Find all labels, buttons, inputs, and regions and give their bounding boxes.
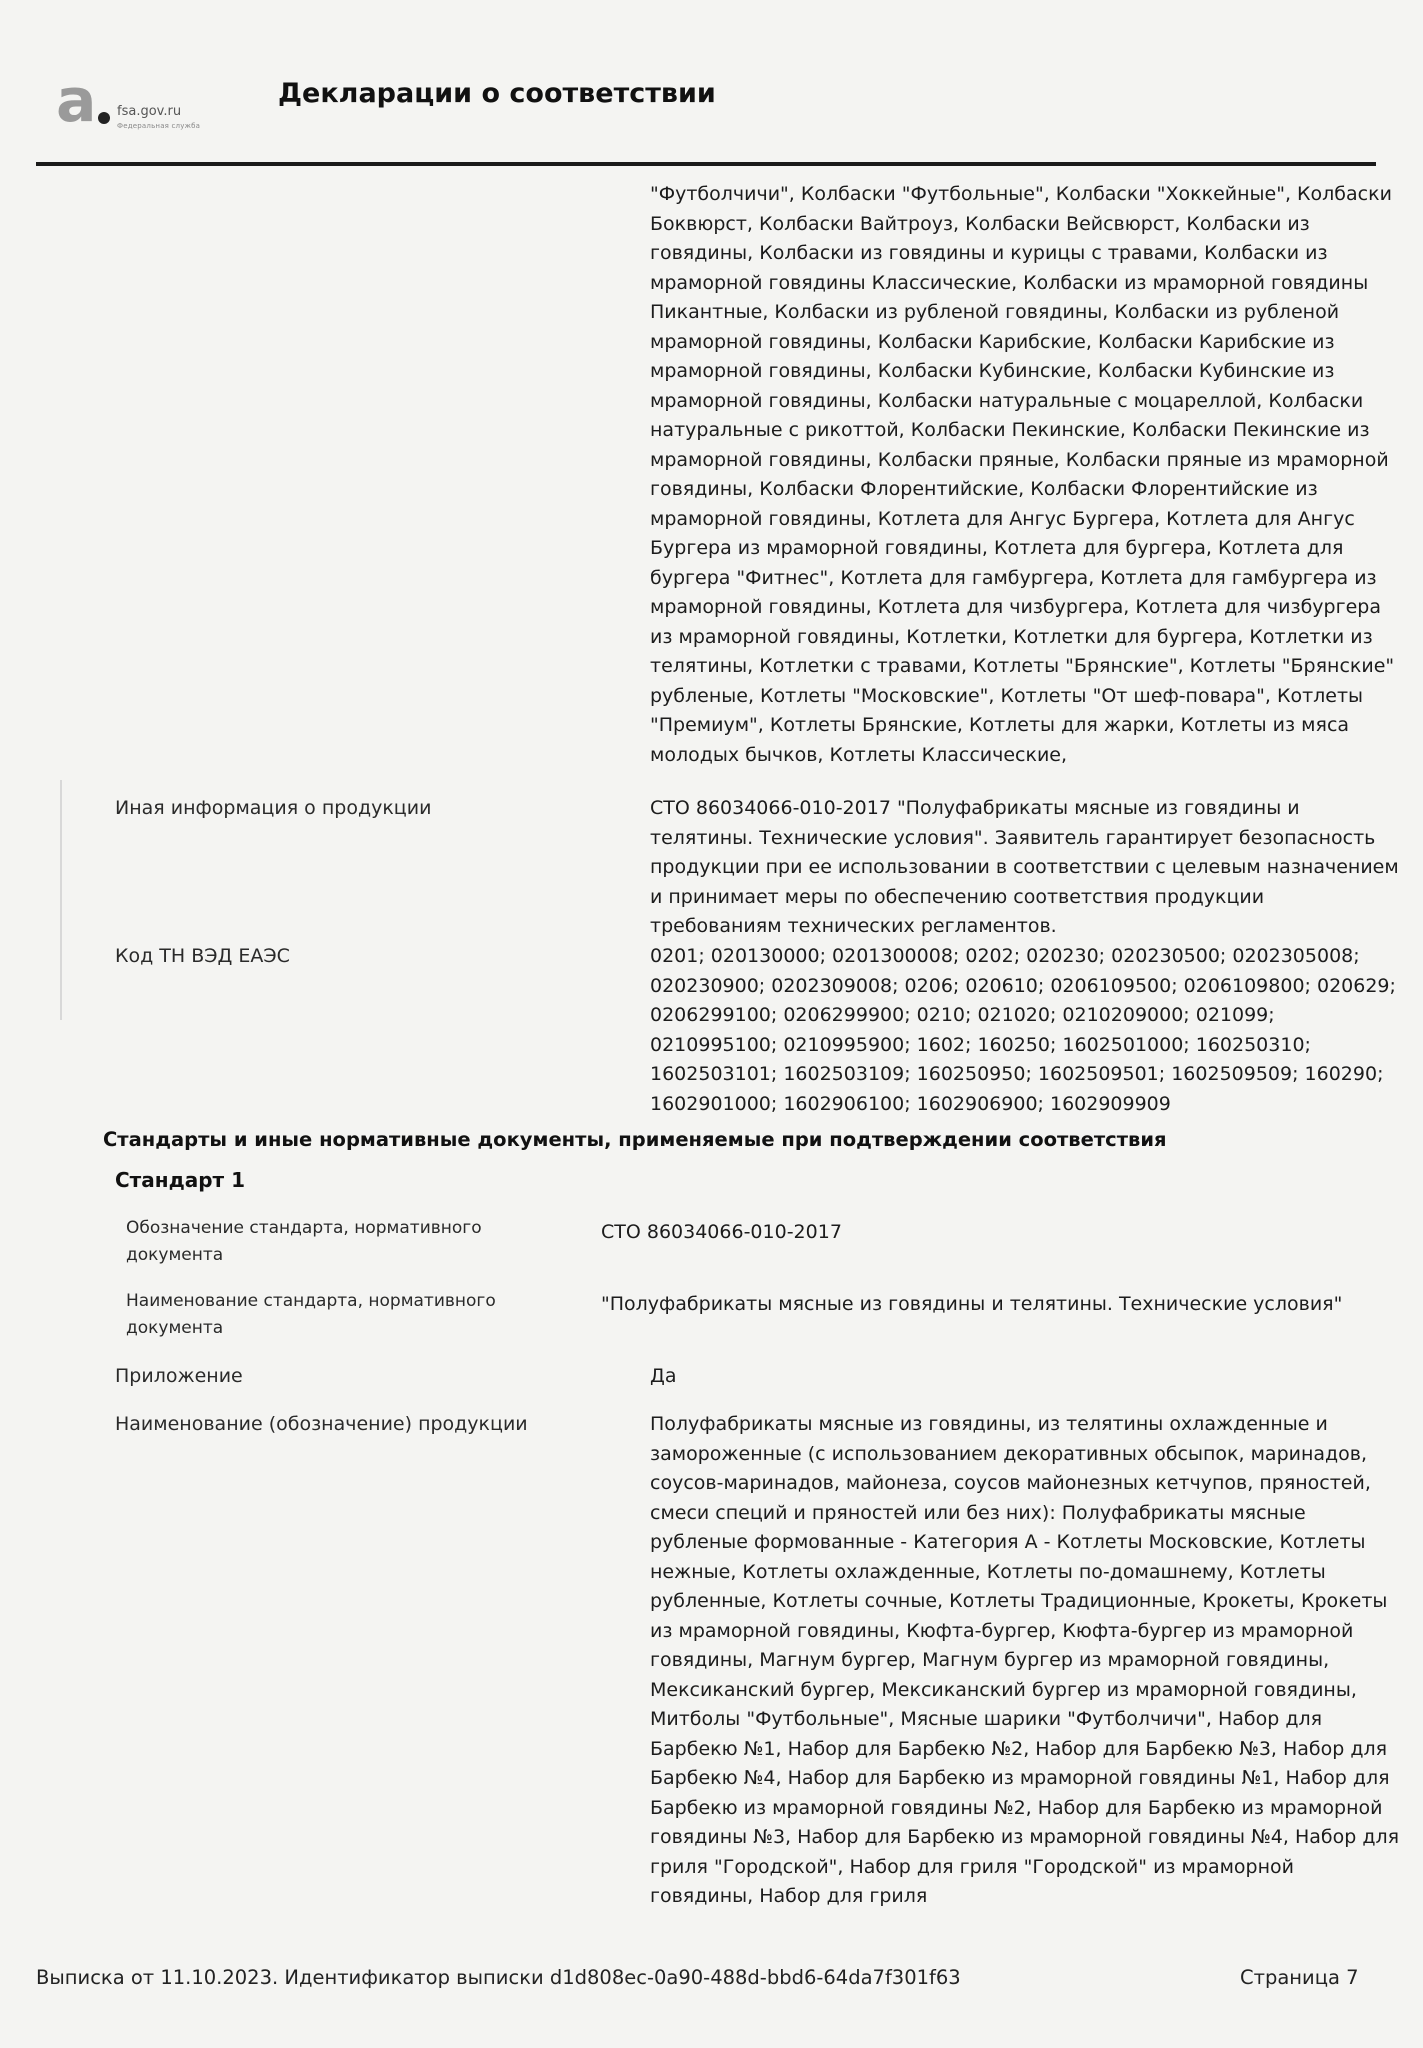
appendix-value: Да bbox=[650, 1365, 677, 1387]
page-title: Декларации о соответствии bbox=[278, 78, 716, 109]
standard-name-label: Наименование стандарта, нормативного документа bbox=[126, 1291, 496, 1338]
standards-section-title: Стандарты и иные нормативные документы, применяемые при подтверждении соответствия bbox=[103, 1128, 1167, 1151]
logo-domain: fsa.gov.ru bbox=[117, 104, 182, 119]
other-info-value: СТО 86034066-010-2017 "Полуфабрикаты мясные из говядины и телятины. Технические условия". Заявитель гарантирует безопасность продукции при ее использовании в соответствии с целевым назначением и принимает меры по обеспечению соответствия продукции требованиям технических регламентов. bbox=[650, 797, 1399, 937]
tn-ved-label: Код ТН ВЭД ЕАЭС bbox=[115, 945, 290, 967]
extract-info: Выписка от 11.10.2023. Идентификатор выписки d1d808ec-0a90-488d-bbd6-64da7f301f63 bbox=[36, 1966, 961, 1989]
fsa-logo-icon: a bbox=[56, 66, 97, 136]
header-divider bbox=[36, 162, 1376, 166]
standard-designation-label: Обозначение стандарта, нормативного документа bbox=[126, 1218, 482, 1265]
standard-designation-value: СТО 86034066-010-2017 bbox=[601, 1221, 842, 1243]
logo-dot-icon bbox=[98, 112, 110, 124]
standard-name-value: "Полуфабрикаты мясные из говядины и телятины. Технические условия" bbox=[601, 1293, 1343, 1315]
product-names-continued: "Футболчичи", Колбаски "Футбольные", Колбаски "Хоккейные", Колбаски Боквюрст, Колбаски Вайтроуз, Колбаски Вейсвюрст, Колбаски из говядины, Колбаски из говядины и курицы с травами, Колбаски из мраморной говядины Классические, Колбаски из мраморной говядины Пикантные, Колбаски из рубленой говядины, Колбаски из рубленой мраморной говядины, Колбаски Карибские, Колбаски Карибские из мраморной говядины, Колбаски Кубинские, Колбаски Кубинские из мраморной говядины, Колбаски натуральные с моцареллой, Колбаски натуральные с рикоттой, Колбаски Пекинские, Колбаски Пекинские из мраморной говядины, Колбаски пряные, Колбаски пряные из мраморной говядины, Колбаски Флорентийские, Колбаски Флорентийские из мраморной говядины, Котлета для Ангус Бургера, Котлета для Ангус Бургера из мраморной говядины, Котлета для бургера, Котлета для бургера "Фитнес", Котлета для гамбургера, Котлета для гамбургера из мраморной говядины, Котлета для чизбургера, Котлета для чизбургера из мраморной говядины, Котлетки, Котлетки для бургера, Котлетки из телятины, Котлетки с травами, Котлеты "Брянские", Котлеты "Брянские" рубленые, Котлеты "Московские", Котлеты "От шеф-повара", Котлеты "Премиум", Котлеты Брянские, Котлеты для жарки, Котлеты из мяса молодых бычков, Котлеты Классические, bbox=[650, 183, 1395, 766]
product-name-value: Полуфабрикаты мясные из говядины, из телятины охлажденные и замороженные (с использованием декоративных обсыпок, маринадов, соусов-маринадов, майонеза, соусов майонезных кетчупов, пряностей, смеси специй и пряностей или без них): Полуфабрикаты мясные рубленые формованные - Категория А - Котлеты Московские, Котлеты нежные, Котлеты охлажденные, Котлеты по-домашнему, Котлеты рубленные, Котлеты сочные, Котлеты Традиционные, Крокеты, Крокеты из мраморной говядины, Кюфта-бургер, Кюфта-бургер из мраморной говядины, Магнум бургер, Магнум бургер из мраморной говядины, Мексиканский бургер, Мексиканский бургер из мраморной говядины, Митболы "Футбольные", Мясные шарики "Футболчичи", Набор для Барбекю №1, Набор для Барбекю №2, Набор для Барбекю №3, Набор для Барбекю №4, Набор для Барбекю из мраморной говядины №1, Набор для Барбекю из мраморной говядины №2, Набор для Барбекю из мраморной говядины №3, Набор для Барбекю из мраморной говядины №4, Набор для гриля "Городской", Набор для гриля "Городской" из мраморной говядины, Набор для гриля bbox=[650, 1413, 1400, 1907]
product-name-label: Наименование (обозначение) продукции bbox=[115, 1413, 528, 1435]
tn-ved-value: 0201; 020130000; 0201300008; 0202; 020230; 020230500; 0202305008; 020230900; 0202309008; 0206; 020610; 0206109500; 0206109800; 020629; 0206299100; 0206299900; 0210; 021020; 0210209000; 021099; 0210995100; 0210995900; 1602; 160250; 1602501000; 160250310; 1602503101; 1602503109; 160250950; 1602509501; 1602509509; 160290; 1602901000; 1602906100; 1602906900; 1602909909 bbox=[650, 945, 1396, 1115]
scan-artifact bbox=[60, 780, 62, 1020]
appendix-label: Приложение bbox=[115, 1365, 243, 1387]
standard-title: Стандарт 1 bbox=[115, 1168, 246, 1192]
other-info-label: Иная информация о продукции bbox=[115, 797, 432, 819]
logo-tagline: Федеральная служба bbox=[117, 122, 201, 130]
fsa-logo[interactable] bbox=[52, 66, 132, 136]
page-number: Страница 7 bbox=[1240, 1966, 1359, 1989]
page-header bbox=[0, 0, 1423, 170]
